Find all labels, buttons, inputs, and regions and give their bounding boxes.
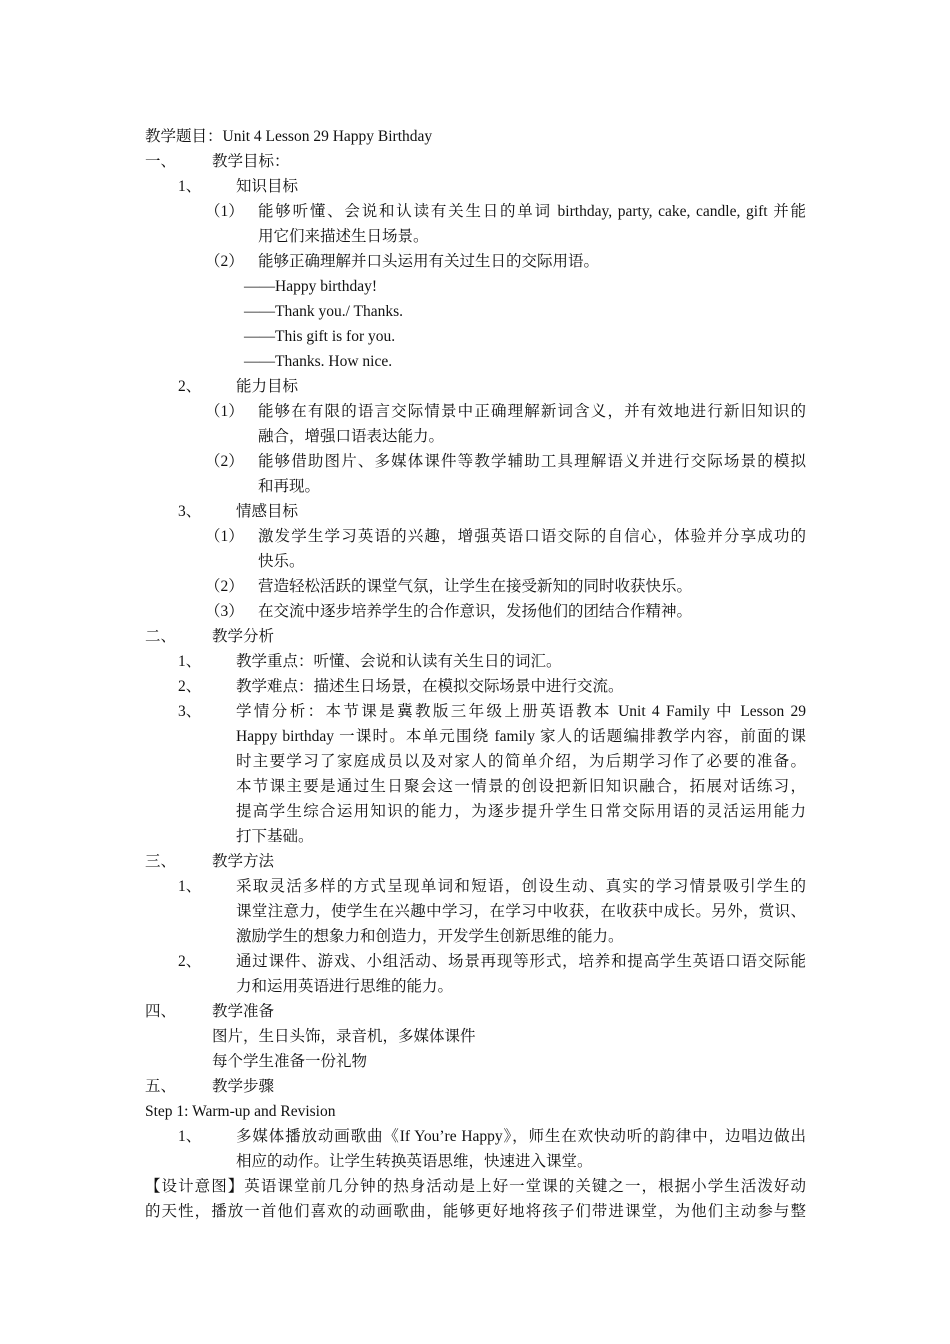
ability-goals-number: 2、 xyxy=(178,378,202,395)
knowledge-item-1-line-1: 能够听懂、会说和认读有关生日的单词 birthday, party, cake, candle, gift 并能 xyxy=(258,203,806,220)
knowledge-item-1-number: （1） xyxy=(205,203,244,220)
knowledge-item-2-line-1: 能够正确理解并口头运用有关过生日的交际用语。 xyxy=(258,253,600,270)
ability-item-2-line-1: 能够借助图片、多媒体课件等教学辅助工具理解语义并进行交际场景的模拟 xyxy=(258,453,806,470)
method-item-1-line-3: 激励学生的想象力和创造力，开发学生创新思维的能力。 xyxy=(236,928,624,945)
emotion-goals-number: 3、 xyxy=(178,503,202,520)
section-4-number: 四、 xyxy=(145,1003,177,1020)
preparation-line-1: 图片，生日头饰，录音机，多媒体课件 xyxy=(212,1028,476,1045)
section-1-number: 一、 xyxy=(145,153,177,170)
preparation-line-2: 每个学生准备一份礼物 xyxy=(212,1053,368,1070)
dialogue-line-3: ——This gift is for you. xyxy=(244,328,396,345)
ability-item-2-number: （2） xyxy=(205,453,244,470)
ability-goals-heading: 能力目标 xyxy=(236,378,299,395)
lesson-title: 教学题目：Unit 4 Lesson 29 Happy Birthday xyxy=(145,128,433,145)
section-3-heading: 教学方法 xyxy=(212,853,275,870)
method-item-1-line-2: 课堂注意力，使学生在兴趣中学习，在学习中收获，在收获中成长。另外，赏识、 xyxy=(236,903,806,920)
analysis-item-3-line-2: Happy birthday 一课时。本单元围绕 family 家人的话题编排教学内容，前面的课 xyxy=(236,728,806,745)
ability-item-2-line-2: 和再现。 xyxy=(258,478,321,495)
design-intent-line-2: 的天性，播放一首他们喜欢的动画歌曲，能够更好地将孩子们带进课堂，为他们主动参与整 xyxy=(145,1203,806,1220)
dialogue-line-2: ——Thank you./ Thanks. xyxy=(244,303,404,320)
method-item-1-line-1: 采取灵活多样的方式呈现单词和短语，创设生动、真实的学习情景吸引学生的 xyxy=(236,878,806,895)
analysis-item-3-line-6: 打下基础。 xyxy=(236,828,314,845)
method-item-2-line-2: 力和运用英语进行思维的能力。 xyxy=(236,978,454,995)
analysis-item-3-line-5: 提高学生综合运用知识的能力，为逐步提升学生日常交际用语的灵活运用能力 xyxy=(236,803,806,820)
knowledge-item-1-line-2: 用它们来描述生日场景。 xyxy=(258,228,429,245)
section-5-heading: 教学步骤 xyxy=(212,1078,275,1095)
analysis-item-1-line-1: 教学重点：听懂、会说和认读有关生日的词汇。 xyxy=(236,653,562,670)
dialogue-line-1: ——Happy birthday! xyxy=(244,278,378,295)
emotion-item-1-line-2: 快乐。 xyxy=(258,553,305,570)
knowledge-goals-heading: 知识目标 xyxy=(236,178,299,195)
method-item-1-number: 1、 xyxy=(178,878,202,895)
step-1-item-1-line-1: 多媒体播放动画歌曲《If You’re Happy》，师生在欢快动听的韵律中，边唱边做出 xyxy=(236,1128,806,1145)
section-2-number: 二、 xyxy=(145,628,177,645)
emotion-goals-heading: 情感目标 xyxy=(236,503,299,520)
design-intent-line-1: 【设计意图】英语课堂前几分钟的热身活动是上好一堂课的关键之一，根据小学生活泼好动 xyxy=(145,1178,806,1195)
ability-item-1-number: （1） xyxy=(205,403,244,420)
knowledge-goals-number: 1、 xyxy=(178,178,202,195)
ability-item-1-line-1: 能够在有限的语言交际情景中正确理解新词含义，并有效地进行新旧知识的 xyxy=(258,403,806,420)
emotion-item-3-number: （3） xyxy=(205,603,244,620)
knowledge-item-2-number: （2） xyxy=(205,253,244,270)
step-1-heading: Step 1: Warm-up and Revision xyxy=(145,1103,336,1120)
section-2-heading: 教学分析 xyxy=(212,628,275,645)
dialogue-line-4: ——Thanks. How nice. xyxy=(244,353,393,370)
analysis-item-3-line-4: 本节课主要是通过生日聚会这一情景的创设把新旧知识融合，拓展对话练习， xyxy=(236,778,806,795)
emotion-item-3-line-1: 在交流中逐步培养学生的合作意识，发扬他们的团结合作精神。 xyxy=(258,603,693,620)
step-1-item-1-number: 1、 xyxy=(178,1128,202,1145)
section-5-number: 五、 xyxy=(145,1078,177,1095)
ability-item-1-line-2: 融合，增强口语表达能力。 xyxy=(258,428,445,445)
emotion-item-2-number: （2） xyxy=(205,578,244,595)
emotion-item-2-line-1: 营造轻松活跃的课堂气氛，让学生在接受新知的同时收获快乐。 xyxy=(258,578,693,595)
section-3-number: 三、 xyxy=(145,853,177,870)
analysis-item-2-line-1: 教学难点：描述生日场景，在模拟交际场景中进行交流。 xyxy=(236,678,624,695)
section-4-heading: 教学准备 xyxy=(212,1003,275,1020)
method-item-2-line-1: 通过课件、游戏、小组活动、场景再现等形式，培养和提高学生英语口语交际能 xyxy=(236,953,806,970)
analysis-item-3-number: 3、 xyxy=(178,703,202,720)
section-1-heading: 教学目标： xyxy=(212,153,290,170)
analysis-item-2-number: 2、 xyxy=(178,678,202,695)
step-1-item-1-line-2: 相应的动作。让学生转换英语思维，快速进入课堂。 xyxy=(236,1153,593,1170)
emotion-item-1-number: （1） xyxy=(205,528,244,545)
analysis-item-3-line-3: 时主要学习了家庭成员以及对家人的简单介绍，为后期学习作了必要的准备。 xyxy=(236,753,806,770)
analysis-item-1-number: 1、 xyxy=(178,653,202,670)
method-item-2-number: 2、 xyxy=(178,953,202,970)
emotion-item-1-line-1: 激发学生学习英语的兴趣，增强英语口语交际的自信心，体验并分享成功的 xyxy=(258,528,806,545)
analysis-item-3-line-1: 学情分析：本节课是冀教版三年级上册英语教本 Unit 4 Family 中 Lesson 29 xyxy=(236,703,806,720)
